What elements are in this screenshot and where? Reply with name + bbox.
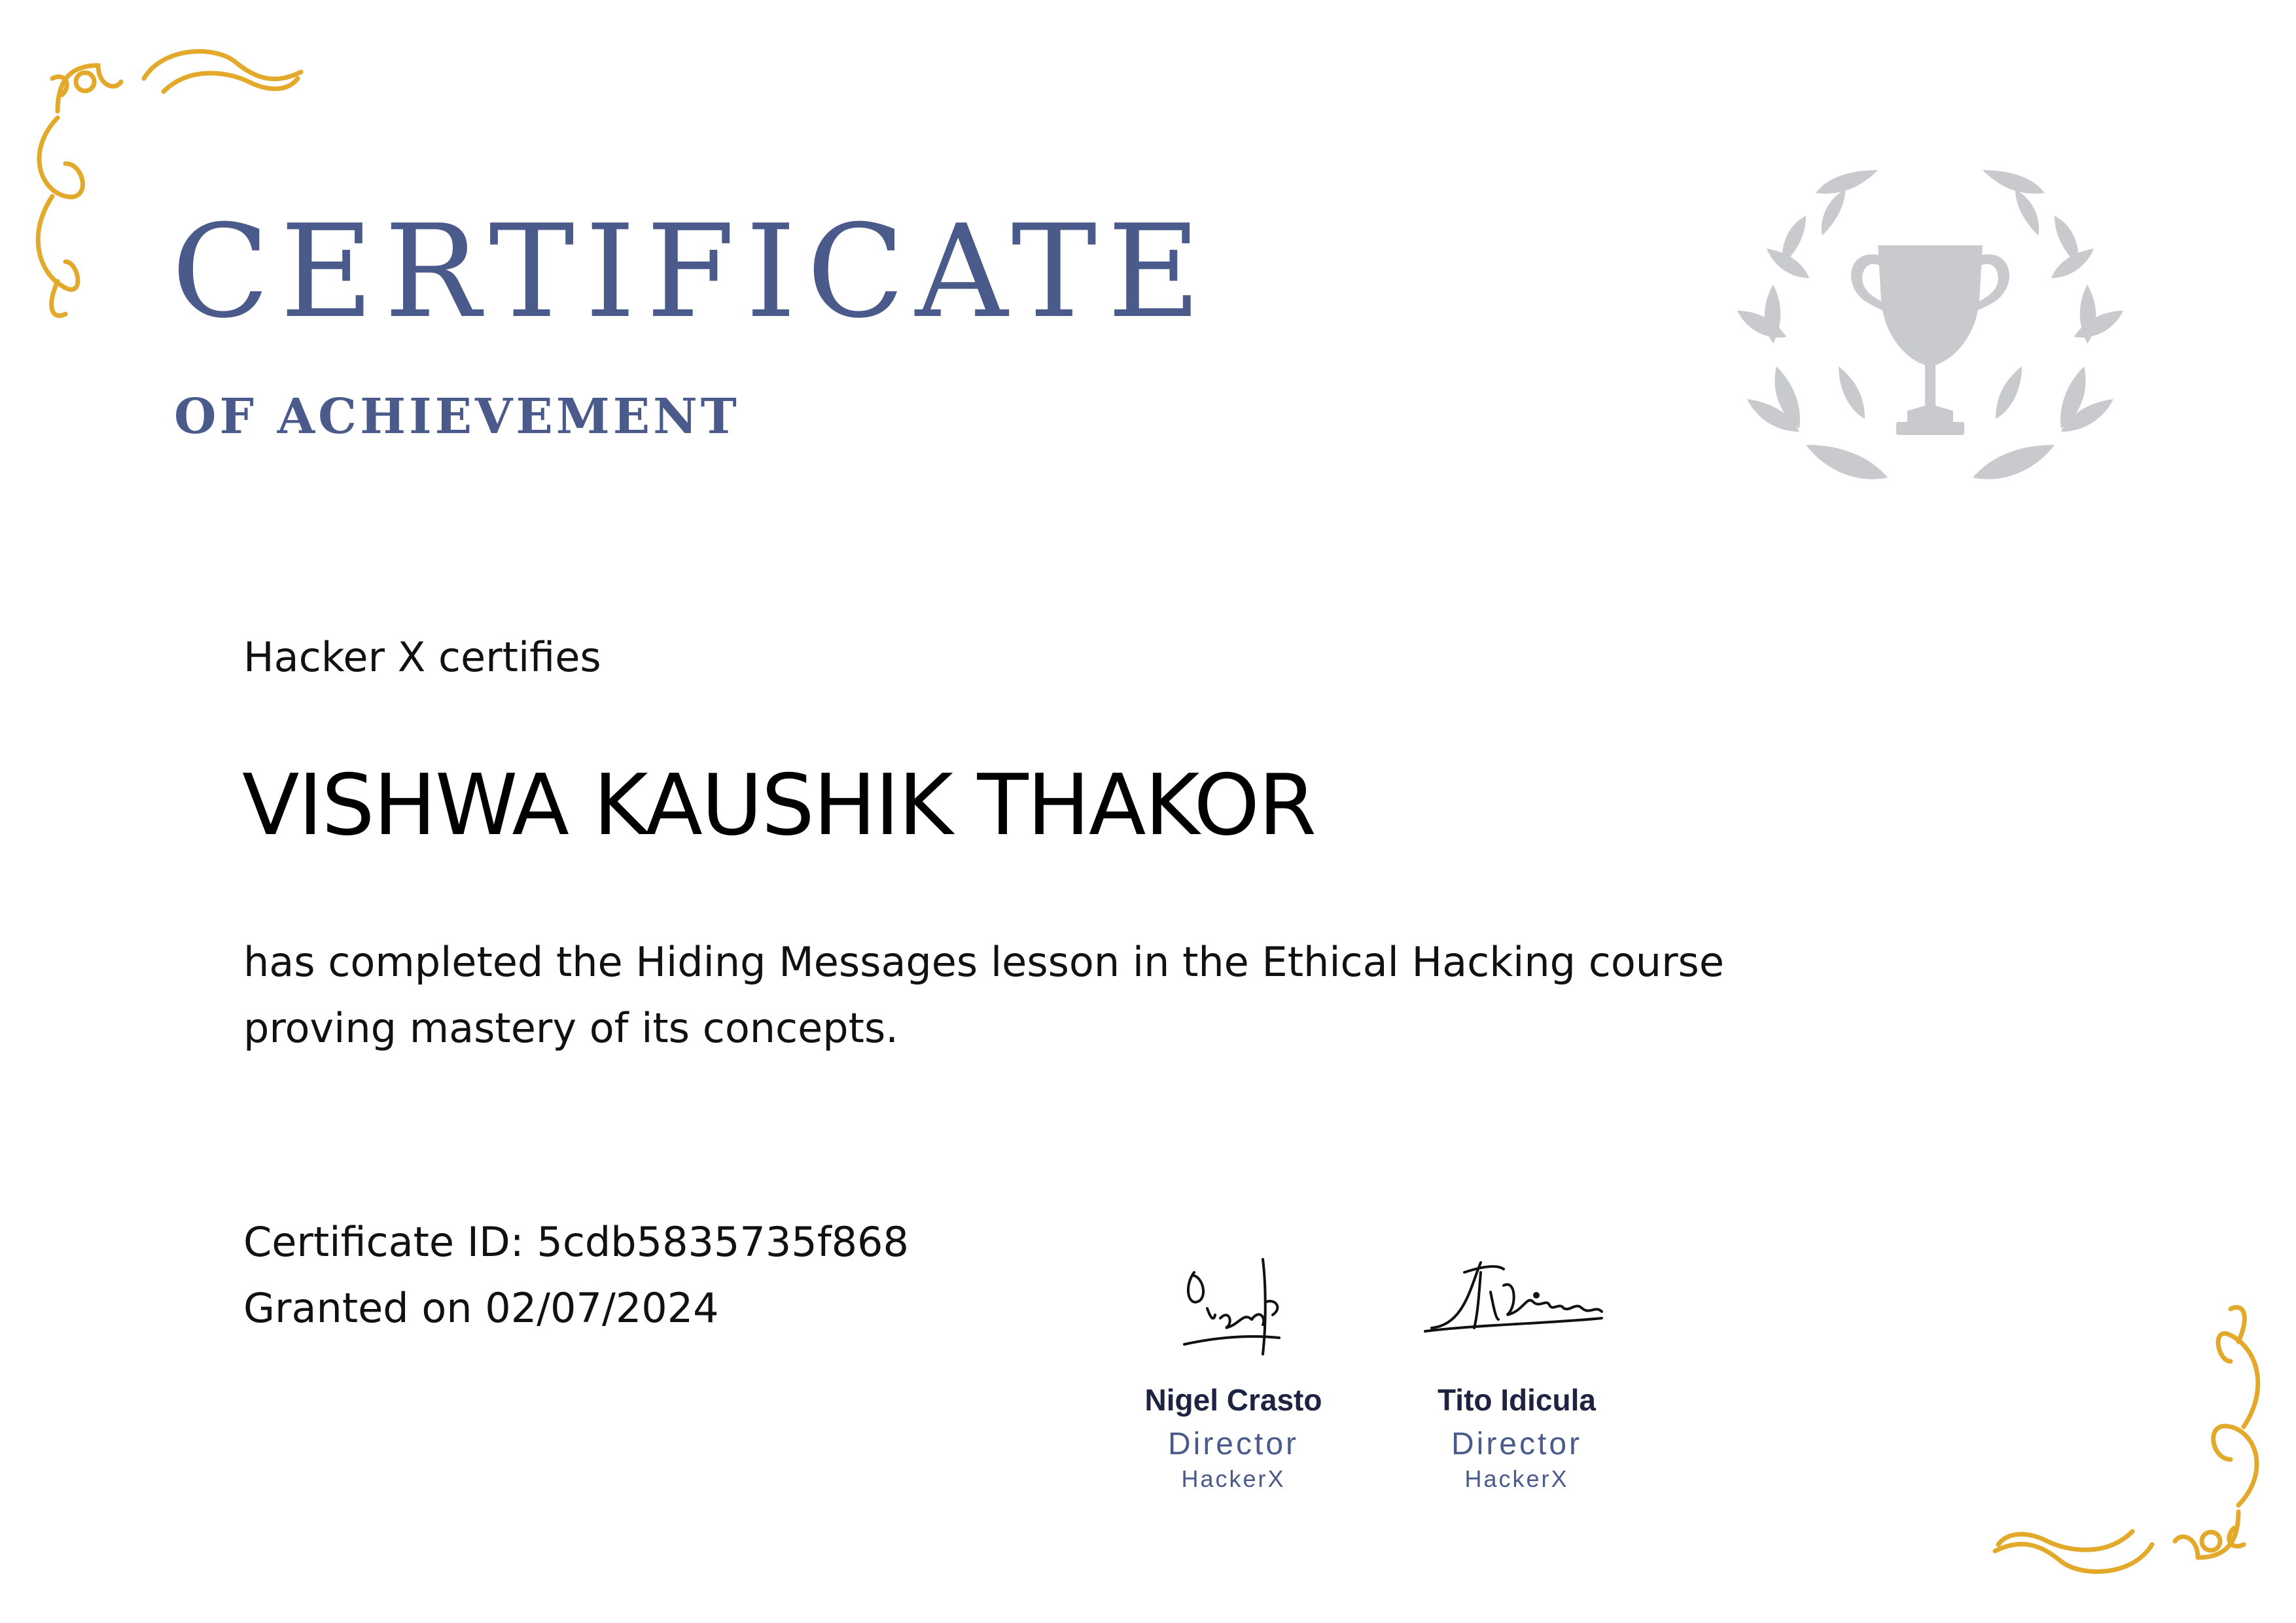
signature-tito-idicula [1419, 1246, 1615, 1370]
corner-ornament-bottom-right [1995, 1307, 2258, 1571]
statement-line-2: proving mastery of its concepts. [243, 1004, 898, 1052]
signatory-1 [1096, 1246, 1371, 1492]
signatory-role: Director [1167, 1427, 1299, 1462]
signatory-2 [1379, 1246, 1654, 1492]
certificate-title: CERTIFICATE [171, 198, 1212, 347]
signature-nigel-crasto [1168, 1246, 1299, 1370]
certificate-meta [243, 1209, 909, 1341]
certificate-subtitle: OF ACHIEVEMENT [174, 389, 740, 445]
recipient-name: VISHWA KAUSHIK THAKOR [242, 757, 1316, 854]
signatory-role: Director [1451, 1427, 1583, 1462]
statement-line-1: has completed the Hiding Messages lesson in the Ethical Hacking course [243, 938, 1724, 986]
signatory-name: Tito Idicula [1438, 1383, 1596, 1417]
signatory-org: HackerX [1181, 1465, 1286, 1492]
signatory-org: HackerX [1464, 1465, 1569, 1492]
issuer-line: Hacker X certifies [243, 633, 601, 681]
achievement-statement [243, 929, 1748, 1061]
granted-date: Granted on 02/07/2024 [243, 1284, 719, 1332]
signatory-name: Nigel Crasto [1144, 1383, 1322, 1417]
certificate-id: Certificate ID: 5cdb5835735f868 [243, 1218, 909, 1266]
trophy-laurel-icon [1727, 150, 2133, 504]
